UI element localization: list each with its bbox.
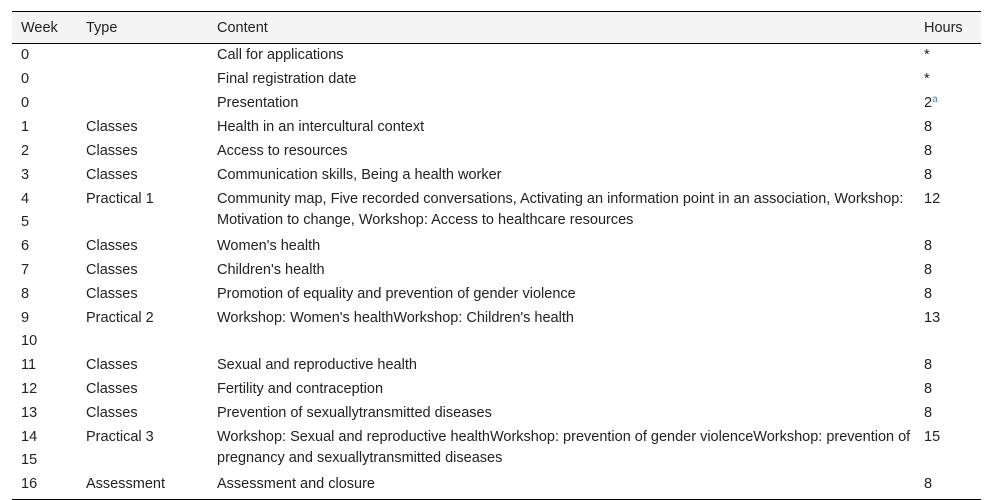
hours-value: 2 bbox=[924, 95, 933, 111]
cell-content: Community map, Five recorded conversations, Activating an information point in an association, Workshop: Motivation to change, Workshop: Access to healthcare resources bbox=[217, 191, 904, 228]
cell-week: 1 bbox=[21, 119, 30, 135]
cell-hours: 8 bbox=[924, 357, 933, 373]
cell-hours: 8 bbox=[924, 238, 933, 254]
cell-week bbox=[12, 188, 77, 235]
cell-content: Presentation bbox=[217, 95, 299, 111]
cell-type: Classes bbox=[86, 405, 138, 421]
table-row bbox=[12, 140, 981, 164]
cell-hours: * bbox=[924, 71, 930, 87]
cell-hours: 13 bbox=[924, 310, 941, 326]
header-week: Week bbox=[12, 12, 77, 44]
cell-content: Women's health bbox=[217, 238, 321, 254]
week-start: 4 bbox=[21, 191, 30, 207]
footnote-link[interactable]: a bbox=[932, 94, 938, 105]
table-row bbox=[12, 44, 981, 69]
table-row bbox=[12, 116, 981, 140]
cell-hours: 8 bbox=[924, 167, 933, 183]
cell-content: Call for applications bbox=[217, 47, 344, 63]
cell-week: 0 bbox=[21, 47, 30, 63]
table-row bbox=[12, 283, 981, 307]
header-content: Content bbox=[208, 12, 915, 44]
cell-hours: 8 bbox=[924, 381, 933, 397]
table-row bbox=[12, 92, 981, 116]
cell-week: 13 bbox=[21, 405, 38, 421]
cell-hours: 12 bbox=[924, 191, 941, 207]
cell-type: Classes bbox=[86, 262, 138, 278]
cell-content: Assessment and closure bbox=[208, 473, 915, 500]
cell-week: 2 bbox=[21, 143, 30, 159]
schedule-table bbox=[12, 11, 981, 500]
cell-week: 6 bbox=[21, 238, 30, 254]
table-row bbox=[12, 402, 981, 426]
cell-hours: 15 bbox=[924, 429, 941, 445]
cell-hours: 8 bbox=[915, 473, 981, 500]
week-start: 9 bbox=[21, 310, 30, 326]
week-end: 5 bbox=[21, 214, 30, 230]
table-row bbox=[12, 378, 981, 402]
table-row bbox=[12, 188, 981, 235]
table-body bbox=[12, 44, 981, 500]
cell-content: Health in an intercultural context bbox=[217, 119, 425, 135]
table-row bbox=[12, 164, 981, 188]
table-row bbox=[12, 354, 981, 378]
cell-type: Practical 2 bbox=[86, 310, 154, 326]
cell-content: Communication skills, Being a health worker bbox=[217, 167, 502, 183]
cell-content: Sexual and reproductive health bbox=[217, 357, 417, 373]
cell-hours: 8 bbox=[924, 405, 933, 421]
cell-type: Classes bbox=[86, 167, 138, 183]
table-row bbox=[12, 235, 981, 259]
header-row bbox=[12, 12, 981, 44]
cell-content: Workshop: Sexual and reproductive healthWorkshop: prevention of gender violenceWorkshop: prevention of pregnancy and sexuallytransmitted diseases bbox=[217, 429, 911, 466]
cell-hours: 8 bbox=[924, 286, 933, 302]
cell-hours: 8 bbox=[924, 119, 933, 135]
table-row bbox=[12, 426, 981, 473]
cell-type: Assessment bbox=[77, 473, 208, 500]
cell-week: 11 bbox=[21, 357, 37, 373]
cell-week: 3 bbox=[21, 167, 30, 183]
table-row bbox=[12, 68, 981, 92]
table-header bbox=[12, 12, 981, 44]
cell-week: 0 bbox=[21, 71, 30, 87]
cell-content: Prevention of sexuallytransmitted diseases bbox=[217, 405, 492, 421]
cell-content: Access to resources bbox=[217, 143, 348, 159]
cell-week: 7 bbox=[21, 262, 30, 278]
cell-type bbox=[77, 92, 208, 116]
week-end: 15 bbox=[21, 452, 38, 468]
cell-week: 12 bbox=[21, 381, 38, 397]
cell-content: Final registration date bbox=[217, 71, 357, 87]
cell-hours: 8 bbox=[924, 262, 933, 278]
cell-week: 16 bbox=[12, 473, 77, 500]
cell-type: Classes bbox=[86, 286, 138, 302]
week-end: 10 bbox=[21, 333, 38, 349]
table-row bbox=[12, 259, 981, 283]
week-start: 14 bbox=[21, 429, 38, 445]
cell-content: Children's health bbox=[217, 262, 325, 278]
table-row bbox=[12, 307, 981, 354]
cell-type: Classes bbox=[86, 119, 138, 135]
header-type: Type bbox=[77, 12, 208, 44]
cell-type: Classes bbox=[86, 357, 138, 373]
cell-type: Practical 3 bbox=[86, 429, 154, 445]
cell-content: Promotion of equality and prevention of gender violence bbox=[217, 286, 576, 302]
cell-week: 8 bbox=[21, 286, 30, 302]
cell-content: Fertility and contraception bbox=[217, 381, 384, 397]
table-row bbox=[12, 473, 981, 500]
cell-type bbox=[77, 68, 208, 92]
cell-week: 0 bbox=[21, 95, 30, 111]
cell-type bbox=[77, 44, 208, 69]
cell-type: Classes bbox=[86, 381, 138, 397]
cell-hours: 8 bbox=[924, 143, 933, 159]
cell-type: Practical 1 bbox=[86, 191, 154, 207]
cell-week bbox=[12, 307, 77, 354]
header-hours: Hours bbox=[915, 12, 981, 44]
cell-hours bbox=[915, 92, 981, 116]
cell-content: Workshop: Women's healthWorkshop: Children's health bbox=[217, 310, 574, 326]
cell-week bbox=[12, 426, 77, 473]
schedule-table-container bbox=[12, 11, 981, 500]
cell-type: Classes bbox=[86, 238, 138, 254]
cell-type: Classes bbox=[86, 143, 138, 159]
cell-hours: * bbox=[924, 47, 930, 63]
